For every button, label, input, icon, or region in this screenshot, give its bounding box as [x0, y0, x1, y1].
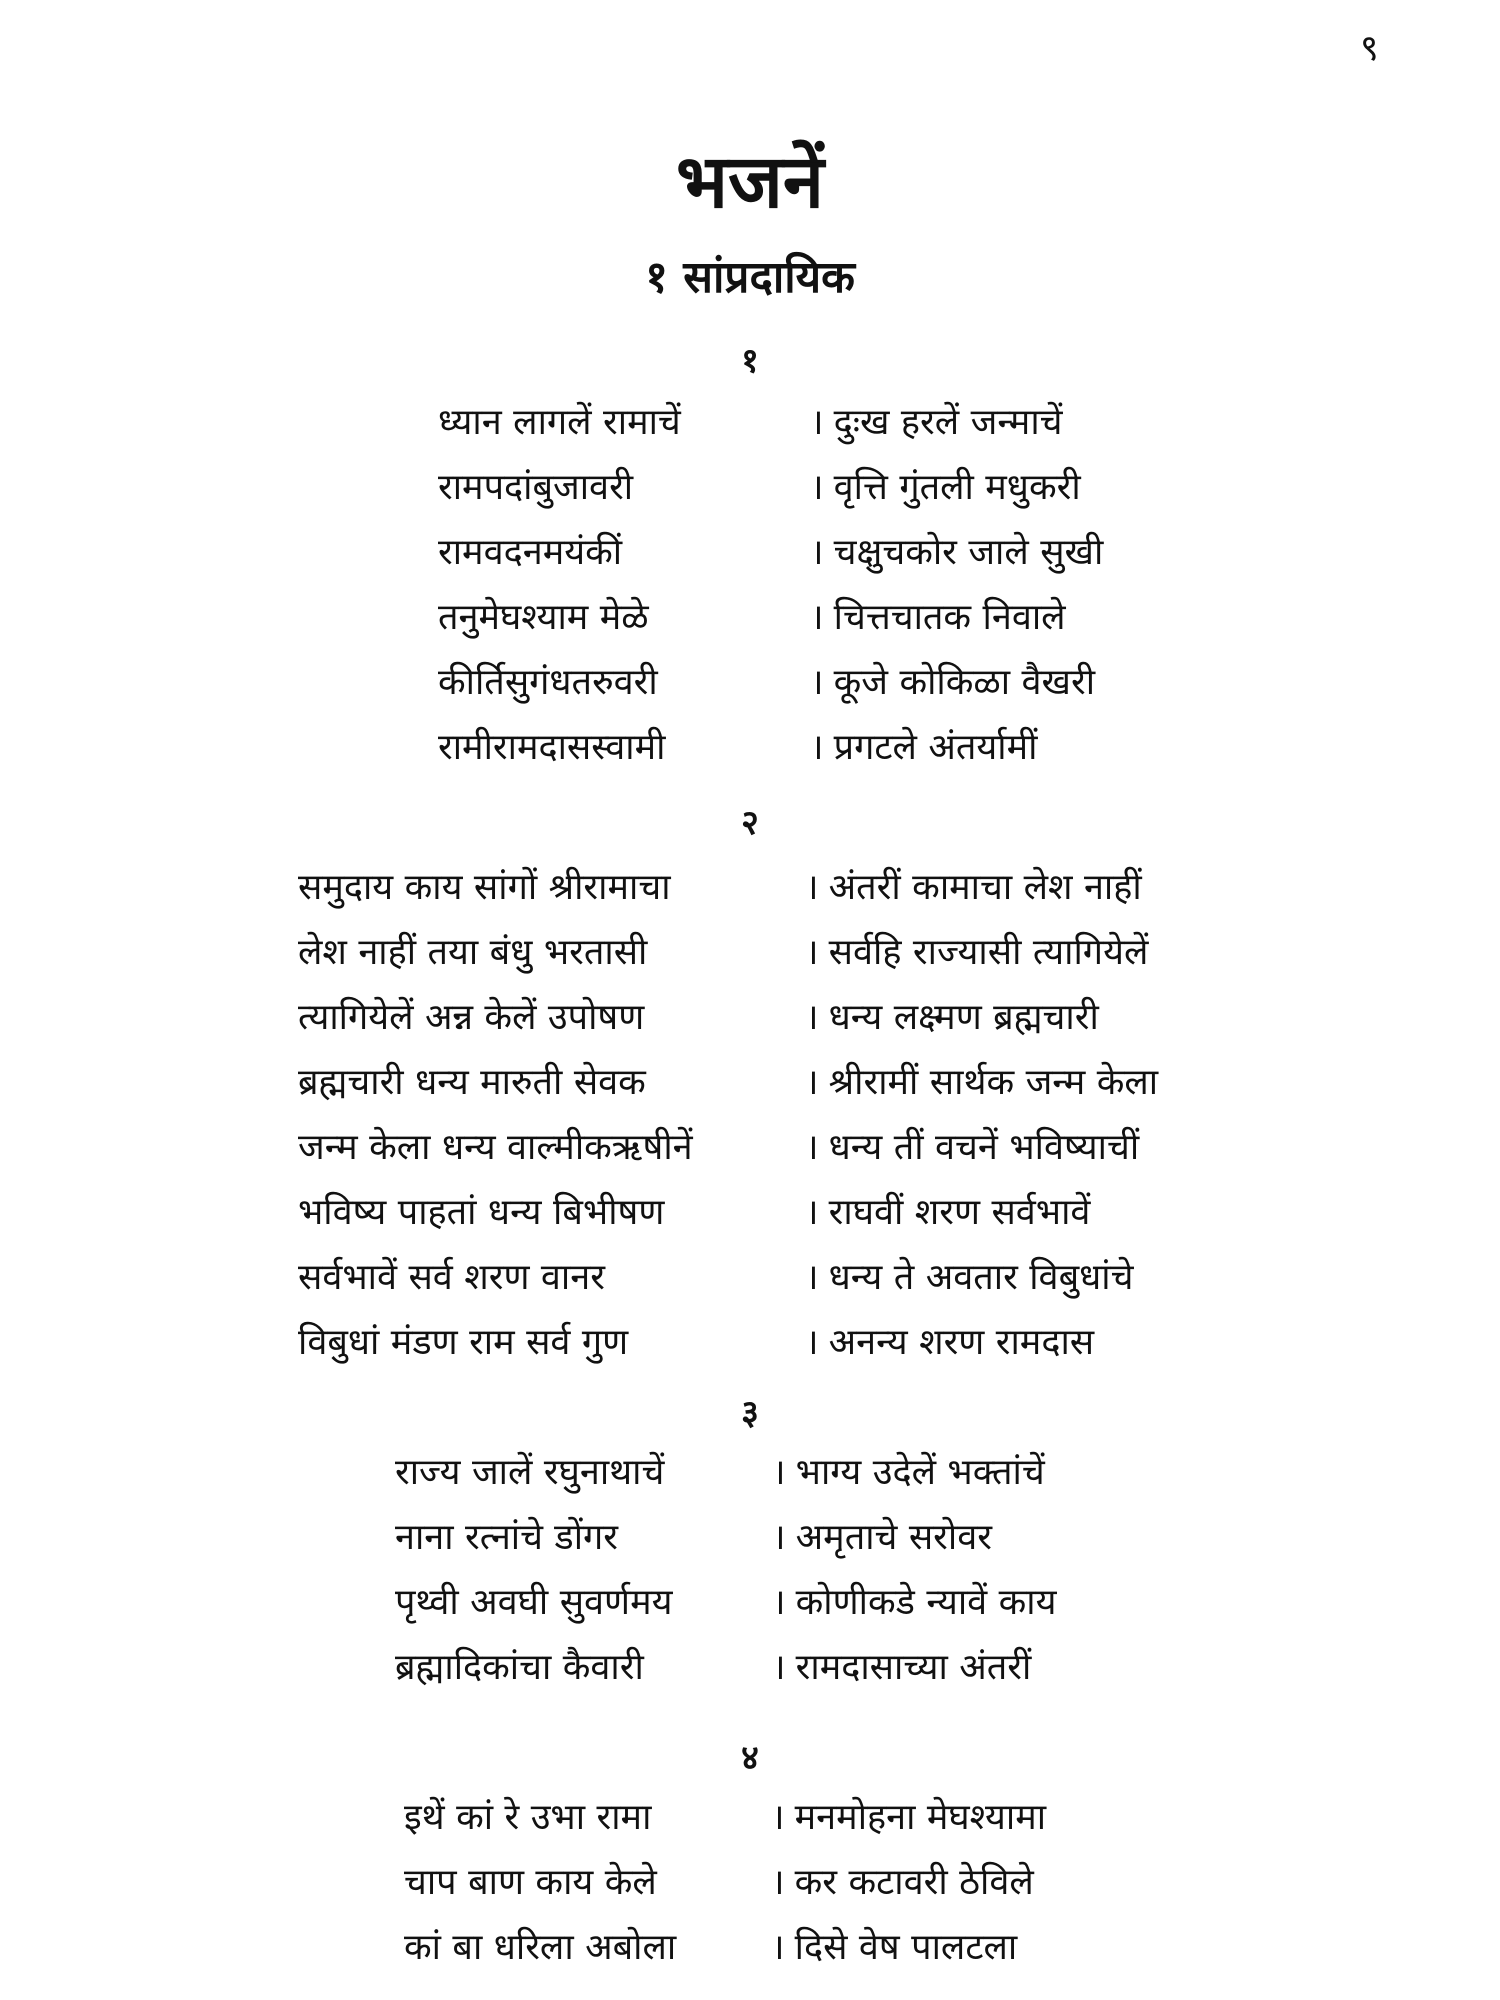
verse-lines [438, 390, 1103, 780]
line-first-half: रामपदांबुजावरी [438, 467, 634, 508]
danda-separator: । [810, 532, 824, 573]
verse-line [298, 920, 1158, 985]
line-second-half: रामदासाच्या अंतरीं [795, 1647, 1032, 1688]
verse-line [395, 1570, 1056, 1635]
page-title: भजनें [676, 139, 824, 225]
verse-line [404, 1915, 1046, 1980]
line-first-half: पृथ्वी अवघी सुवर्णमय [395, 1582, 673, 1623]
line-first-half: चाप बाण काय केले [404, 1862, 657, 1903]
danda-separator: । [805, 932, 819, 973]
line-first-half: जन्म केला धन्य वाल्मीकऋषीनें [298, 1127, 693, 1168]
line-second-half: दिसे वेष पालटला [794, 1927, 1018, 1968]
line-first-half: राज्य जालें रघुनाथाचें [395, 1452, 665, 1493]
verse-number: ३ [741, 1393, 759, 1433]
line-first-half: ब्रह्मादिकांचा कैवारी [395, 1647, 644, 1688]
verse-line [395, 1505, 1056, 1570]
verse-line [404, 1850, 1046, 1915]
verse-line [298, 985, 1158, 1050]
verse-line [298, 855, 1158, 920]
danda-separator: । [805, 1257, 819, 1298]
danda-separator: । [810, 402, 824, 443]
verse-line [298, 1310, 1158, 1375]
line-second-half: अंतरीं कामाचा लेश नाहीं [828, 867, 1142, 908]
line-first-half: नाना रत्नांचे डोंगर [395, 1517, 619, 1558]
danda-separator: । [810, 597, 824, 638]
verse-line [438, 585, 1103, 650]
verse-lines [395, 1440, 1056, 1700]
line-second-half: अनन्य शरण रामदास [828, 1322, 1095, 1363]
verse-number: १ [741, 341, 759, 381]
line-first-half: समुदाय काय सांगों श्रीरामाचा [298, 867, 671, 908]
line-first-half: विबुधां मंडण राम सर्व गुण [298, 1322, 629, 1363]
verse-lines [404, 1785, 1046, 1980]
line-second-half: धन्य लक्ष्मण ब्रह्मचारी [828, 997, 1099, 1038]
line-second-half: कर कटावरी ठेविले [794, 1862, 1034, 1903]
danda-separator: । [771, 1927, 785, 1968]
verse-line [298, 1050, 1158, 1115]
danda-separator: । [810, 662, 824, 703]
verse-lines [298, 855, 1158, 1375]
verse-line [438, 455, 1103, 520]
verse-line [438, 715, 1103, 780]
line-first-half: ब्रह्मचारी धन्य मारुती सेवक [298, 1062, 646, 1103]
line-second-half: कूजे कोकिळा वैखरी [833, 662, 1096, 703]
line-second-half: कोणीकडे न्यावें काय [795, 1582, 1057, 1623]
line-first-half: त्यागियेलें अन्न केलें उपोषण [298, 997, 645, 1038]
verse-line [298, 1180, 1158, 1245]
danda-separator: । [805, 867, 819, 908]
verse-line [438, 520, 1103, 585]
verse-number: ४ [741, 1738, 759, 1778]
line-second-half: वृत्ति गुंतली मधुकरी [833, 467, 1081, 508]
line-second-half: भाग्य उदेलें भक्तांचें [795, 1452, 1045, 1493]
line-second-half: चित्तचातक निवाले [833, 597, 1066, 638]
line-second-half: प्रगटले अंतर्यामीं [833, 727, 1038, 768]
line-first-half: कीर्तिसुगंधतरुवरी [438, 662, 658, 703]
danda-separator: । [772, 1517, 786, 1558]
line-second-half: दुःख हरलें जन्माचें [833, 402, 1063, 443]
danda-separator: । [805, 1062, 819, 1103]
line-second-half: धन्य ते अवतार विबुधांचे [828, 1257, 1134, 1298]
line-first-half: रामवदनमयंकीं [438, 532, 623, 573]
verse-line [298, 1245, 1158, 1310]
danda-separator: । [805, 997, 819, 1038]
danda-separator: । [772, 1582, 786, 1623]
danda-separator: । [805, 1322, 819, 1363]
danda-separator: । [772, 1647, 786, 1688]
danda-separator: । [805, 1127, 819, 1168]
page-number: ९ [1360, 28, 1379, 69]
line-first-half: तनुमेघश्याम मेळे [438, 597, 649, 638]
danda-separator: । [771, 1862, 785, 1903]
verse-line [298, 1115, 1158, 1180]
line-second-half: सर्वहि राज्यासी त्यागियेलें [828, 932, 1149, 973]
verse-line [438, 390, 1103, 455]
line-first-half: ध्यान लागलें रामाचें [438, 402, 681, 443]
line-second-half: मनमोहना मेघश्यामा [794, 1797, 1047, 1838]
line-first-half: लेश नाहीं तया बंधु भरतासी [298, 932, 648, 973]
verse-line [395, 1440, 1056, 1505]
line-first-half: सर्वभावें सर्व शरण वानर [298, 1257, 605, 1298]
line-first-half: भविष्य पाहतां धन्य बिभीषण [298, 1192, 665, 1233]
verse-line [404, 1785, 1046, 1850]
danda-separator: । [805, 1192, 819, 1233]
line-first-half: रामीरामदासस्वामी [438, 727, 666, 768]
line-second-half: राघवीं शरण सर्वभावें [828, 1192, 1091, 1233]
danda-separator: । [772, 1452, 786, 1493]
danda-separator: । [810, 727, 824, 768]
line-second-half: श्रीरामीं सार्थक जन्म केला [828, 1062, 1159, 1103]
line-first-half: इथें कां रे उभा रामा [404, 1797, 652, 1838]
section-title: १ सांप्रदायिक [645, 252, 855, 303]
verse-line [395, 1635, 1056, 1700]
line-second-half: चक्षुचकोर जाले सुखी [833, 532, 1104, 573]
verse-line [438, 650, 1103, 715]
danda-separator: । [810, 467, 824, 508]
line-second-half: अमृताचे सरोवर [795, 1517, 992, 1558]
line-second-half: धन्य तीं वचनें भविष्याचीं [828, 1127, 1140, 1168]
line-first-half: कां बा धरिला अबोला [404, 1927, 677, 1968]
verse-number: २ [741, 803, 759, 843]
danda-separator: । [771, 1797, 785, 1838]
